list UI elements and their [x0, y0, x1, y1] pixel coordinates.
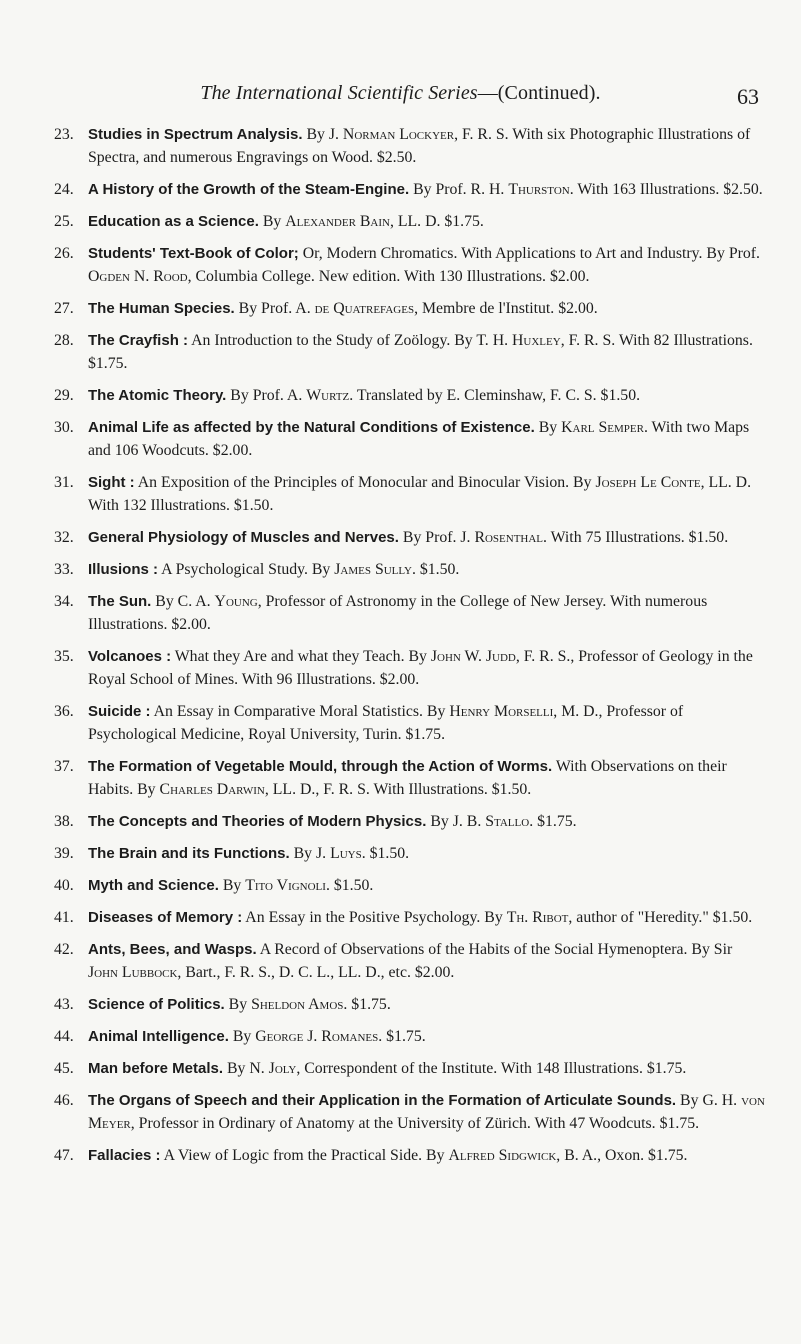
entry-title: The Organs of Speech and their Application in the Formation of Articulate Sounds.	[88, 1092, 677, 1109]
entry-title: The Sun.	[88, 593, 152, 610]
entry-author: Ogden N. Rood	[88, 268, 188, 285]
entry-author: Henry Morselli	[449, 703, 554, 720]
entry-text-before-author: By Prof. A.	[226, 387, 307, 404]
list-item	[54, 526, 766, 549]
entry-number: 28.	[54, 332, 74, 349]
entry-text-after-author: , Membre de l'Institut. $2.00.	[414, 300, 598, 317]
list-item	[54, 993, 766, 1016]
entry-number: 23.	[54, 126, 74, 143]
series-title-text: The International Scientific Series	[200, 82, 478, 104]
list-item	[54, 645, 766, 691]
entry-number: 29.	[54, 387, 74, 404]
list-item	[54, 471, 766, 517]
entry-author: John Lubbock	[88, 964, 178, 981]
page-number: 63	[737, 84, 759, 109]
entry-author: Charles Darwin	[159, 781, 265, 798]
entry-title: The Crayfish :	[88, 332, 189, 349]
entry-title: Education as a Science.	[88, 213, 259, 230]
entry-author: James Sully	[334, 561, 412, 578]
list-item	[54, 1057, 766, 1080]
entry-text-after-author: , Professor of Astronomy in the College of New Jersey. With numerous Illustrations. $2.00.	[88, 593, 708, 633]
list-item	[54, 416, 766, 462]
entry-number: 47.	[54, 1147, 74, 1164]
entry-text-before-author: By	[218, 877, 246, 894]
entry-text-after-author: , LL. D. $1.75.	[389, 213, 484, 230]
entry-text-after-author: , LL. D. With 132 Illustrations. $1.50.	[88, 474, 752, 514]
entry-title: The Brain and its Functions.	[88, 845, 290, 862]
entry-text-before-author: By C. A.	[151, 593, 215, 610]
running-header	[40, 82, 761, 108]
entry-number: 31.	[54, 474, 74, 491]
entry-number: 27.	[54, 300, 74, 317]
list-item	[54, 1025, 766, 1048]
entry-number: 33.	[54, 561, 74, 578]
entry-text-before-author: A View of Logic from the Practical Side. By	[160, 1147, 449, 1164]
entry-number: 26.	[54, 245, 74, 262]
entry-author: George J. Romanes	[255, 1028, 379, 1045]
list-item	[54, 1144, 766, 1167]
entry-title: The Formation of Vegetable Mould, through the Action of Worms.	[88, 758, 553, 775]
entry-text-after-author: , Bart., F. R. S., D. C. L., LL. D., etc. $2.00.	[177, 964, 455, 981]
list-item	[54, 297, 766, 320]
entry-number: 24.	[54, 181, 74, 198]
entry-number: 44.	[54, 1028, 74, 1045]
entry-author: Alexander Bain	[285, 213, 390, 230]
entry-number: 39.	[54, 845, 74, 862]
entry-number: 35.	[54, 648, 74, 665]
entry-author: Sheldon Amos	[251, 996, 344, 1013]
entry-number: 42.	[54, 941, 74, 958]
entry-title: Fallacies :	[88, 1147, 161, 1164]
entry-text-after-author: , F. R. S. With 82 Illustrations. $1.75.	[88, 332, 753, 372]
entry-number: 40.	[54, 877, 74, 894]
list-item	[54, 810, 766, 833]
entry-text-before-author: An Exposition of the Principles of Monocular and Binocular Vision. By	[134, 474, 596, 491]
entry-title: Volcanoes :	[88, 648, 172, 665]
entry-text-after-author: . $1.50.	[325, 877, 374, 894]
entry-text-after-author: . With 75 Illustrations. $1.50.	[543, 529, 729, 546]
list-item	[54, 906, 766, 929]
entry-number: 30.	[54, 419, 74, 436]
entry-author: John W. Judd	[430, 648, 516, 665]
entry-number: 46.	[54, 1092, 74, 1109]
entry-text-after-author: , Correspondent of the Institute. With 148 Illustrations. $1.75.	[296, 1060, 687, 1077]
entry-title: Illusions :	[88, 561, 159, 578]
list-item	[54, 242, 766, 288]
entry-text-after-author: . $1.75.	[343, 996, 391, 1013]
entry-title: Studies in Spectrum Analysis.	[88, 126, 303, 143]
entry-text-before-author: By J.	[302, 126, 343, 143]
entry-author: Th. Ribot	[506, 909, 569, 926]
entry-number: 38.	[54, 813, 74, 830]
entry-text-before-author: Or, Modern Chromatics. With Applications to Art and Industry. By Prof.	[298, 245, 760, 262]
entry-text-before-author: A Psychological Study. By	[158, 561, 335, 578]
list-item	[54, 842, 766, 865]
series-title	[40, 82, 761, 105]
list-item	[54, 938, 766, 984]
list-item	[54, 210, 766, 233]
entry-text-after-author: . $1.50.	[411, 561, 460, 578]
list-item	[54, 1089, 766, 1135]
entry-author: Joly	[268, 1060, 297, 1077]
entry-text-before-author: By J. B.	[426, 813, 486, 830]
entry-text-before-author: By N.	[223, 1060, 269, 1077]
entry-text-after-author: , LL. D., F. R. S. With Illustrations. $1.50.	[264, 781, 532, 798]
list-item	[54, 700, 766, 746]
entry-author: Karl Semper	[561, 419, 644, 436]
entry-author: Luys	[330, 845, 362, 862]
entry-number: 41.	[54, 909, 74, 926]
entry-text-after-author: , M. D., Professor of Psychological Medicine, Royal University, Turin. $1.75.	[88, 703, 684, 743]
entry-author: Rosenthal	[474, 529, 544, 546]
series-title-suffix: —(Continued).	[477, 82, 601, 104]
entry-number: 32.	[54, 529, 74, 546]
entry-author: Young	[214, 593, 258, 610]
list-item	[54, 329, 766, 375]
entry-text-before-author: By G. H.	[676, 1092, 742, 1109]
entry-author: de Quatrefages	[314, 300, 415, 317]
entry-title: General Physiology of Muscles and Nerves.	[88, 529, 399, 546]
entry-title: Myth and Science.	[88, 877, 219, 894]
entry-text-before-author: By Prof. A.	[234, 300, 315, 317]
entry-author: Thurston	[508, 181, 570, 198]
list-item	[54, 123, 766, 169]
entry-text-after-author: , author of "Heredity." $1.50.	[568, 909, 753, 926]
entry-text-before-author: An Essay in Comparative Moral Statistics. By	[150, 703, 450, 720]
entry-text-after-author: . Translated by E. Cleminshaw, F. C. S. $1.50.	[349, 387, 641, 404]
entry-text-after-author: , Columbia College. New edition. With 130 Illustrations. $2.00.	[187, 268, 590, 285]
entry-number: 37.	[54, 758, 74, 775]
list-item	[54, 755, 766, 801]
entry-text-after-author: . With two Maps and 106 Woodcuts. $2.00.	[88, 419, 750, 459]
entry-author: Wurtz	[306, 387, 350, 404]
entry-text-before-author: A Record of Observations of the Habits of the Social Hymenoptera. By Sir	[256, 941, 733, 958]
entry-author: von Meyer	[88, 1092, 765, 1132]
list-item	[54, 874, 766, 897]
entry-text-before-author: By	[534, 419, 562, 436]
entry-text-after-author: , Professor in Ordinary of Anatomy at the University of Zürich. With 47 Woodcuts. $1.75.	[130, 1115, 700, 1132]
list-item	[54, 590, 766, 636]
entry-title: Science of Politics.	[88, 996, 225, 1013]
entry-author: Alfred Sidgwick	[448, 1147, 557, 1164]
entry-title: Diseases of Memory :	[88, 909, 243, 926]
entry-text-after-author: , F. R. S., Professor of Geology in the Royal School of Mines. With 96 Illustrations. $2.00.	[88, 648, 753, 688]
entry-text-before-author: With Observations on their Habits. By	[88, 758, 727, 798]
entry-number: 25.	[54, 213, 74, 230]
entry-text-before-author: An Essay in the Positive Psychology. By	[242, 909, 507, 926]
entry-title: Animal Life as affected by the Natural Conditions of Existence.	[88, 419, 535, 436]
entry-title: The Human Species.	[88, 300, 235, 317]
entry-title: Ants, Bees, and Wasps.	[88, 941, 257, 958]
entry-title: Suicide :	[88, 703, 151, 720]
entry-text-before-author: By	[258, 213, 286, 230]
book-list	[54, 123, 766, 1176]
list-item	[54, 384, 766, 407]
entry-number: 43.	[54, 996, 74, 1013]
entry-text-before-author: An Introduction to the Study of Zoölogy. By T. H.	[188, 332, 512, 349]
entry-title: The Concepts and Theories of Modern Physics.	[88, 813, 427, 830]
entry-text-before-author: By J.	[289, 845, 331, 862]
entry-author: Norman Lockyer	[342, 126, 455, 143]
entry-author: Tito Vignoli	[245, 877, 326, 894]
entry-number: 34.	[54, 593, 74, 610]
entry-text-after-author: . $1.75.	[529, 813, 577, 830]
list-item	[54, 178, 766, 201]
entry-text-before-author: By	[228, 1028, 256, 1045]
entry-number: 45.	[54, 1060, 74, 1077]
entry-text-after-author: , F. R. S. With six Photographic Illustrations of Spectra, and numerous Engravings on Wood. $2.50.	[88, 126, 751, 166]
entry-title: A History of the Growth of the Steam-Engine.	[88, 181, 410, 198]
entry-title: The Atomic Theory.	[88, 387, 227, 404]
entry-title: Man before Metals.	[88, 1060, 224, 1077]
entry-text-after-author: . $1.75.	[378, 1028, 426, 1045]
entry-text-before-author: By Prof. R. H.	[409, 181, 509, 198]
entry-title: Animal Intelligence.	[88, 1028, 229, 1045]
entry-text-after-author: . $1.50.	[361, 845, 410, 862]
entry-author: Stallo	[485, 813, 530, 830]
entry-title: Sight :	[88, 474, 135, 491]
entry-text-before-author: By	[224, 996, 252, 1013]
entry-author: Huxley	[512, 332, 561, 349]
entry-title: Students' Text-Book of Color;	[88, 245, 299, 262]
entry-number: 36.	[54, 703, 74, 720]
entry-text-before-author: What they Are and what they Teach. By	[171, 648, 431, 665]
entry-author: Joseph Le Conte	[595, 474, 701, 491]
entry-text-after-author: . With 163 Illustrations. $2.50.	[569, 181, 763, 198]
entry-text-after-author: , B. A., Oxon. $1.75.	[556, 1147, 688, 1164]
entry-text-before-author: By Prof. J.	[398, 529, 475, 546]
list-item	[54, 558, 766, 581]
